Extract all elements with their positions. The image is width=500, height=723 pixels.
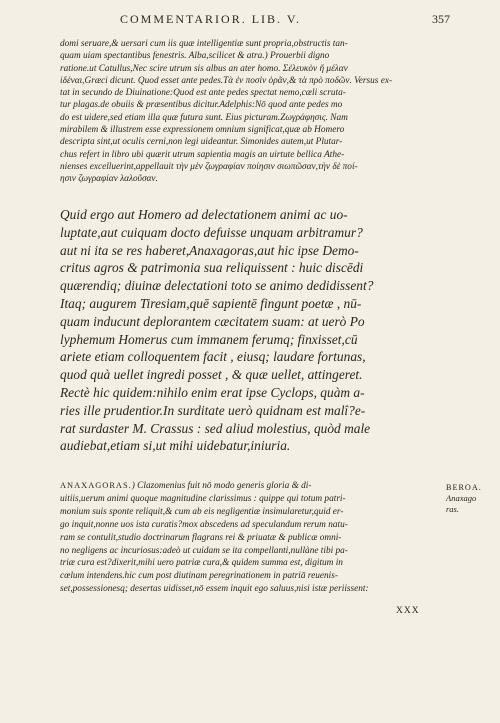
running-title: COMMENTARIOR. LIB. V. [120, 12, 301, 26]
commentary-line: no negligens ac incuriosus:adeò ut cuidam se ita compellanti,nullàne tibi pa- [60, 545, 348, 556]
commentary-line: cœlum intendens.hic cum post diutinam peregrinationem in patriā reuenis- [60, 571, 338, 582]
commentary-line: nienses excelluerint,appellauit τὴν μὲν ζωγραφίαν ποίησιν σιωπῶσαν,τὴν δὲ ποί- [60, 161, 358, 172]
margin-note [446, 482, 498, 515]
commentary-line: ram se contulit,studio doctrinarum flagrans rei & priuatæ & publicæ omni- [60, 532, 342, 543]
margin-note-line: BEROA. [446, 483, 482, 492]
commentary-line: do est uidere,sed etiam illa quæ futura sunt. Eius picturam.Ζωγράφησις. Nam [60, 112, 348, 123]
commentary-line: triæ cura est?dixerit,mihi uero patriæ cura,& quidem summa est, digitum in [60, 558, 343, 569]
page-number: 357 [432, 12, 450, 26]
commentary-line: go inquit,nonne uos ista curatis?mox abscedens ad speculandum rerum natu- [60, 519, 348, 530]
catchword: XXX [396, 606, 420, 616]
commentary-bottom [60, 480, 436, 596]
commentary-line: quam uiam spectantibus fenestris. Alba,scilicet & atra.) Prouerbii digno [60, 51, 330, 62]
running-head [0, 12, 500, 32]
commentary-line: ησιν ζωγραφίαν λαλοῦσαν. [60, 174, 158, 185]
lemma-anaxagoras: ANAXAGORAS. [60, 481, 132, 490]
commentary-line-rest: ) Clazomenius fuit nō modo generis gloria & di- [131, 481, 312, 491]
main-text [60, 206, 436, 455]
commentary-line: tat in secundo de Diuinatione:Quod est ante pedes spectat nemo,cæli scruta- [60, 88, 346, 99]
commentary-line: mirabilem & illustrem esse expressionem omnium significat,quæ ab Homero [60, 125, 345, 136]
commentary-line: set,possessionesq; desertas uidisset,nō essem inquit ego saluus,nisi istæ periissent: [60, 584, 369, 595]
commentary-line: domi seruare,& uersari cum iis quæ intelligentiæ sunt propria,obstructis tan- [60, 39, 348, 49]
main-text-line: Rectè hic quidem:nihilo enim erat ipse Cyclops, quàm a- [60, 384, 365, 400]
commentary-line: uitiis,uerum animi quoque magnitudine clarissimus : quippe qui totum patri- [60, 493, 346, 504]
main-text-line: lyphemum Homerus cum immanem ferumq; finxisset,cū [60, 331, 358, 347]
main-text-line: quam inducunt deplorantem cæcitatem suam: at uerò Po [60, 313, 365, 329]
main-text-line: Itaq; augurem Tiresiam,quē sapientē fingunt poetæ , nū- [60, 295, 362, 311]
main-text-line: ries ille prudentior.In surditate uerò quidnam est malî?e- [60, 402, 366, 418]
main-text-line: quod quà uellet ingredi posset , & quæ uellet, attingeret. [60, 367, 363, 383]
commentary-line: ratione.ut Catullus,Nec scire utrum sis albus an ater homo. Σἐλευκὸν ἤ μέλαν [60, 63, 348, 74]
main-text-line: audiebat,etiam si,ut mihi uidebatur,iniuria. [60, 438, 291, 454]
main-text-line: ariete etiam colloquentem facit , eiusq; laudare fortunas, [60, 349, 366, 365]
main-text-line: critus agros & patrimonia sua reliquissent : huic discēdi [60, 260, 364, 276]
commentary-line: ἱδέναι,Græci dicunt. Quod esset ante pedes.Τὰ ἐν ποσὶν ὁρᾶν,& τὰ πρὸ ποδῶν. Versus ex- [60, 75, 393, 86]
main-text-line: luptate,aut cuiquam docto defuisse unquam arbitramur? [60, 224, 363, 240]
commentary-line: monium suis sponte reliquit,& cum ab eis negligentiæ insimularetur,quid er- [60, 506, 344, 517]
commentary-line [60, 480, 436, 493]
commentary-line: descripta sint,ut oculis cerni,non legi uideantur. Simonides autem,ut Plutar- [60, 137, 343, 148]
main-text-line: Quid ergo aut Homero ad delectationem animi ac uo- [60, 207, 348, 222]
margin-note-line: ras. [446, 504, 459, 514]
main-text-line: quærendiq; diuinæ delectationi toto se animo dedidissent? [60, 278, 374, 294]
main-text-line: rat surdaster M. Crassus : sed aliud molestius, quòd male [60, 420, 371, 436]
main-text-line: aut ni ita se res haberet,Anaxagoras,aut hic ipse Demo- [60, 242, 359, 258]
margin-note-line: Anaxago [446, 493, 477, 503]
commentary-line: tur plagas.de obuiis & præsentibus dicitur.Adelphis:Nō quod ante pedes mo [60, 100, 343, 111]
commentary-line: chus refert in libro ubi quærit utrum sapientia magis an uirtute bellica Athe- [60, 149, 345, 160]
commentary-top [60, 38, 436, 186]
